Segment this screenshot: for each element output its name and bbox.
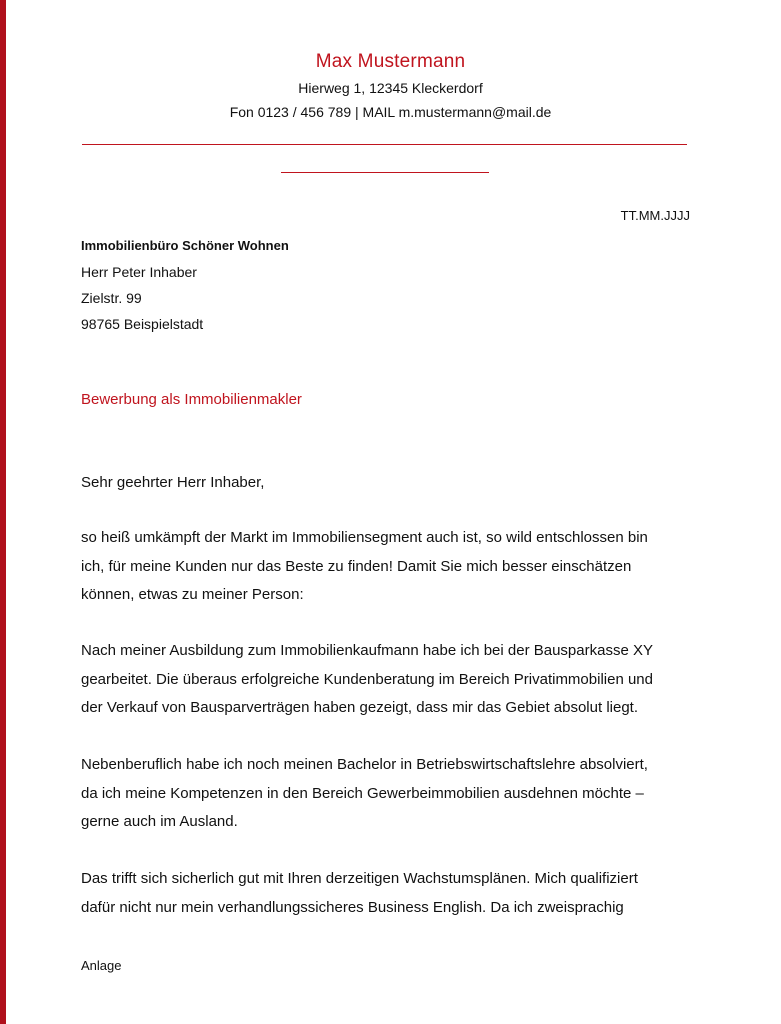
paragraph [81, 637, 701, 723]
letter-subject: Bewerbung als Immobilienmakler [81, 391, 302, 408]
paragraph-line: Nebenberuflich habe ich noch meinen Bachelor in Betriebswirtschaftslehre absolviert, [81, 756, 648, 773]
paragraph-line: da ich meine Kompetenzen in den Bereich Gewerbeimmobilien ausdehnen möchte – [81, 784, 644, 802]
attachment-label: Anlage [81, 958, 122, 973]
header-divider [82, 144, 687, 145]
letter-date: TT.MM.JJJJ [620, 208, 690, 223]
paragraph-line: Das trifft sich sicherlich gut mit Ihren derzeitigen Wachstumsplänen. Mich qualifiziert [81, 870, 638, 887]
recipient-company: Immobilienbüro Schöner Wohnen [81, 238, 289, 253]
paragraph-line: gearbeitet. Die überaus erfolgreiche Kundenberatung im Bereich Privatimmobilien und [81, 670, 653, 688]
sender-address: Hierweg 1, 12345 Kleckerdorf [298, 80, 483, 96]
recipient-person: Herr Peter Inhaber [81, 264, 197, 280]
recipient-block [81, 233, 289, 337]
paragraph-line: gerne auch im Ausland. [81, 813, 238, 830]
paragraph-line: Nach meiner Ausbildung zum Immobilienkaufmann habe ich bei der Bausparkasse XY [81, 642, 653, 659]
recipient-city: 98765 Beispielstadt [81, 316, 204, 332]
paragraph-line: können, etwas zu meiner Person: [81, 586, 304, 603]
sender-name: Max Mustermann [315, 51, 466, 72]
paragraph-line: dafür nicht nur mein verhandlungssicheres Business English. Da ich zweisprachig [81, 898, 624, 916]
recipient-street: Zielstr. 99 [81, 290, 142, 306]
paragraph [81, 524, 701, 610]
salutation: Sehr geehrter Herr Inhaber, [81, 474, 265, 491]
sender-contact: Fon 0123 / 456 789 | MAIL m.mustermann@mail.de [229, 104, 552, 120]
paragraph [81, 865, 701, 922]
paragraph [81, 751, 701, 837]
paragraph-line: so heiß umkämpft der Markt im Immobiliensegment auch ist, so wild entschlossen bin [81, 529, 648, 546]
paragraph-line: ich, für meine Kunden nur das Beste zu finden! Damit Sie mich besser einschätzen [81, 557, 632, 575]
header-short-divider [281, 172, 489, 173]
paragraph-line: der Verkauf von Bausparverträgen haben gezeigt, dass mir das Gebiet absolut liegt. [81, 699, 638, 716]
